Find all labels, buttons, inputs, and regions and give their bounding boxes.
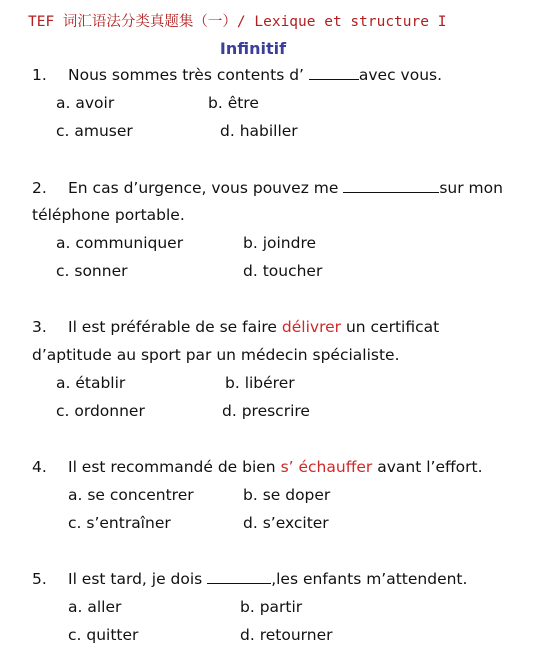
answer-blank <box>343 178 439 193</box>
question-3 <box>32 318 439 336</box>
page-header: TEF 词汇语法分类真题集（一）/ Lexique et structure I <box>28 14 447 30</box>
option-c: c. sonner <box>56 262 128 280</box>
option-d: d. retourner <box>240 626 333 644</box>
highlighted-word: s’ échauffer <box>280 458 373 476</box>
question-4 <box>32 458 483 476</box>
option-c: c. s’entraîner <box>68 514 171 532</box>
question-text: Nous sommes très contents d’ <box>68 66 309 84</box>
question-1 <box>32 65 442 84</box>
section-title: Infinitif <box>219 39 287 58</box>
question-number: 3. <box>32 318 47 336</box>
option-c: c. amuser <box>56 122 133 140</box>
question-text: En cas d’urgence, vous pouvez me <box>68 179 344 197</box>
option-c: c. quitter <box>68 626 139 644</box>
question-text: avec vous. <box>358 66 443 84</box>
question-text: un certificat <box>341 318 440 336</box>
question-number: 4. <box>32 458 47 476</box>
option-a: a. se concentrer <box>68 486 194 504</box>
question-number: 5. <box>32 570 47 588</box>
option-b: b. partir <box>240 598 303 616</box>
question-text: Il est recommandé de bien <box>68 458 281 476</box>
question-text: ,les enfants m’attendent. <box>271 570 468 588</box>
question-number: 1. <box>32 66 47 84</box>
option-a: a. aller <box>68 598 122 616</box>
question-2 <box>32 178 503 197</box>
option-a: a. avoir <box>56 94 115 112</box>
option-d: d. prescrire <box>222 402 310 420</box>
option-c: c. ordonner <box>56 402 145 420</box>
option-a: a. communiquer <box>56 234 184 252</box>
question-5 <box>32 569 467 588</box>
question-text: avant l’effort. <box>372 458 483 476</box>
option-b: b. être <box>208 94 259 112</box>
option-b: b. se doper <box>243 486 331 504</box>
question-text: Il est tard, je dois <box>68 570 208 588</box>
question-text: sur mon <box>439 179 503 197</box>
option-d: d. habiller <box>220 122 298 140</box>
option-d: d. s’exciter <box>243 514 329 532</box>
question-text-continued: téléphone portable. <box>32 206 185 224</box>
question-text-continued: d’aptitude au sport par un médecin spécialiste. <box>32 346 400 364</box>
question-text: Il est préférable de se faire <box>68 318 282 336</box>
question-number: 2. <box>32 179 47 197</box>
option-b: b. joindre <box>243 234 317 252</box>
option-a: a. établir <box>56 374 126 392</box>
answer-blank <box>207 569 271 584</box>
option-d: d. toucher <box>243 262 323 280</box>
answer-blank <box>309 65 359 80</box>
option-b: b. libérer <box>225 374 295 392</box>
highlighted-word: délivrer <box>281 318 342 336</box>
